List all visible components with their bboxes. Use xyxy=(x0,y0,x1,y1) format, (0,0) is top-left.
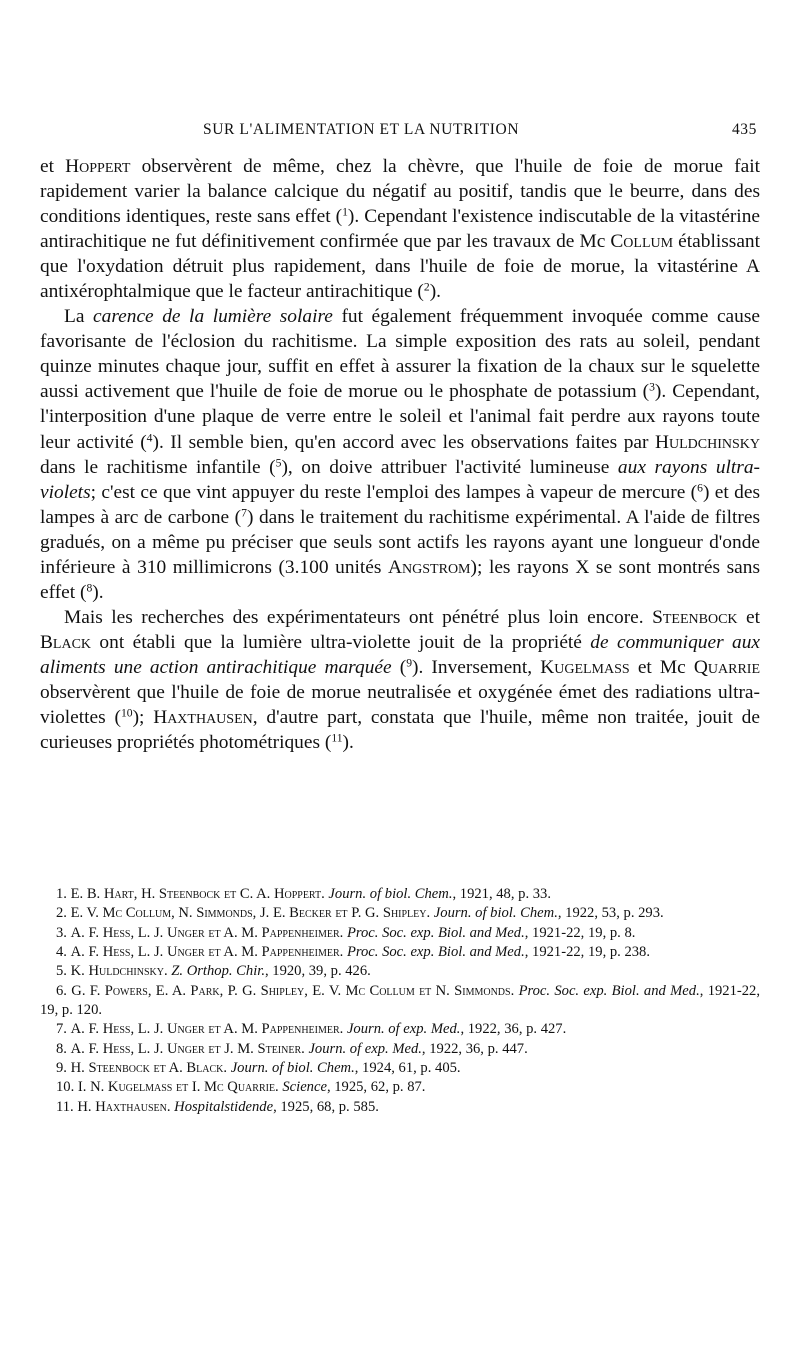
author-name: Kugelmass xyxy=(540,656,630,678)
footnote-ref: 9 xyxy=(406,656,413,670)
author-name: Black xyxy=(40,631,92,653)
footnote: 8. A. F. Hess, L. J. Unger et J. M. Steiner. Journ. of exp. Med., 1922, 36, p. 447. xyxy=(56,1040,528,1057)
emphasis: de communiquer aux aliments une action antirachitique marquée xyxy=(40,631,760,678)
footnote-ref: 5 xyxy=(275,456,282,470)
footnote: 9. H. Steenbock et A. Black. Journ. of biol. Chem., 1924, 61, p. 405. xyxy=(56,1060,461,1077)
footnotes xyxy=(40,885,760,1117)
author-name: Haxthausen xyxy=(153,707,253,729)
footnote-ref: 3 xyxy=(649,381,655,395)
author-name: Steenbock xyxy=(652,606,738,628)
footnote: 6. G. F. Powers, E. A. Park, P. G. Shipley, E. V. Mc Collum et N. Simmonds. Proc. Soc. exp. Biol. and Med., 1921-22, 19, p. 120. xyxy=(40,982,760,1019)
running-head xyxy=(40,121,760,141)
author-name: Collum xyxy=(610,231,674,253)
footnote: 4. A. F. Hess, L. J. Unger et A. M. Pappenheimer. Proc. Soc. exp. Biol. and Med., 1921-22, 19, p. 238. xyxy=(56,944,650,961)
footnote-ref: 6 xyxy=(697,481,703,495)
footnote: 2. E. V. Mc Collum, N. Simmonds, J. E. Becker et P. G. Shipley. Journ. of biol. Chem., 1922, 53, p. 293. xyxy=(56,905,664,922)
page-number: 435 xyxy=(731,121,757,138)
footnote: 10. I. N. Kugelmass et I. Mc Quarrie. Science, 1925, 62, p. 87. xyxy=(56,1079,426,1096)
author-name: Huldchinsky xyxy=(654,431,760,453)
paragraph-3: Mais les recherches des expérimentateurs ont pénétré plus loin encore. Steenbock et Black ont établi que la lumière ultra-violette jouit de la propriété de communiquer aux aliments une action antirachitique marquée ($^9$). Inversement, Kugelmass et Mc Quarrie observèrent que l'huile de foie de morue neutralisée et oxygénée émet des radiations ultra-violettes ($^{10}$); Haxthausen, d'autre part, constata que l'huile, même non traitée, jouit de curieuses propriétés photométriques ($^{11}$). xyxy=(40,606,761,754)
footnote-ref: 8 xyxy=(86,581,93,595)
footnote: 11. H. Haxthausen. Hospitalstidende, 1925, 68, p. 585. xyxy=(56,1098,379,1115)
footnote: 1. E. B. Hart, H. Steenbock et C. A. Hoppert. Journ. of biol. Chem., 1921, 48, p. 33. xyxy=(56,886,551,902)
footnote-ref: 1 xyxy=(342,205,348,219)
emphasis: aux rayons ultra-violets xyxy=(40,456,760,503)
footnote-ref: 2 xyxy=(423,280,430,294)
paragraph-1: et Hoppert observèrent de même, chez la chèvre, que l'huile de foie de morue fait rapidement varier la balance calcique du négatif au positif, tandis que le beurre, dans des conditions identiques, reste sans effet ($^1$). Cependant l'existence indiscutable de la vitastérine antirachitique ne fut définitivement confirmée que par les travaux de Mc Collum établissant que l'oxydation détruit plus rapidement, dans l'huile de foie de morue, la vitastérine A antixérophtalmique que le facteur antirachitique ($^2$). xyxy=(40,156,761,303)
author-name: Quarrie xyxy=(693,656,761,678)
footnote: 5. K. Huldchinsky. Z. Orthop. Chir., 1920, 39, p. 426. xyxy=(56,963,371,980)
footnote: 3. A. F. Hess, L. J. Unger et A. M. Pappenheimer. Proc. Soc. exp. Biol. and Med., 1921-22, 19, p. 8. xyxy=(56,924,636,941)
body-text xyxy=(40,154,760,755)
author-name: Hoppert xyxy=(65,156,131,177)
footnote-ref: 11 xyxy=(331,731,343,745)
emphasis: carence de la lumière solaire xyxy=(93,306,333,328)
author-name: Angstrom xyxy=(388,556,471,578)
footnote-ref: 10 xyxy=(120,706,133,720)
running-title: SUR L'ALIMENTATION ET LA NUTRITION xyxy=(203,121,520,138)
footnote-ref: 4 xyxy=(146,431,153,445)
footnote: 7. A. F. Hess, L. J. Unger et A. M. Pappenheimer. Journ. of exp. Med., 1922, 36, p. 427. xyxy=(56,1021,567,1038)
footnote-ref: 7 xyxy=(241,506,247,520)
paragraph-2: La carence de la lumière solaire fut également fréquemment invoquée comme cause favorisante de l'éclosion du rachitisme. La simple exposition des rats au soleil, pendant quinze minutes chaque jour, suffit en effet à assurer la fixation de la chaux sur le squelette aussi activement que l'huile de foie de morue ou le phosphate de potassium ($^3$). Cependant, l'interposition d'une plaque de verre entre le soleil et l'animal fait perdre aux rayons toute leur activité ($^4$). Il semble bien, qu'en accord avec les observations faites par Huldchinsky dans le rachitisme infantile ($^5$), on doive attribuer l'activité lumineuse aux rayons ultra-violets; c'est ce que vint appuyer du reste l'emploi des lampes à vapeur de mercure ($^6$) et des lampes à arc de carbone ($^7$) dans le traitement du rachitisme expérimental. A l'aide de filtres gradués, on a même pu préciser que seuls sont actifs les rayons ayant une longueur d'onde inférieure à 310 millimicrons (3.100 unités Angstrom); les rayons X se sont montrés sans effet ($^8$). xyxy=(40,306,761,603)
